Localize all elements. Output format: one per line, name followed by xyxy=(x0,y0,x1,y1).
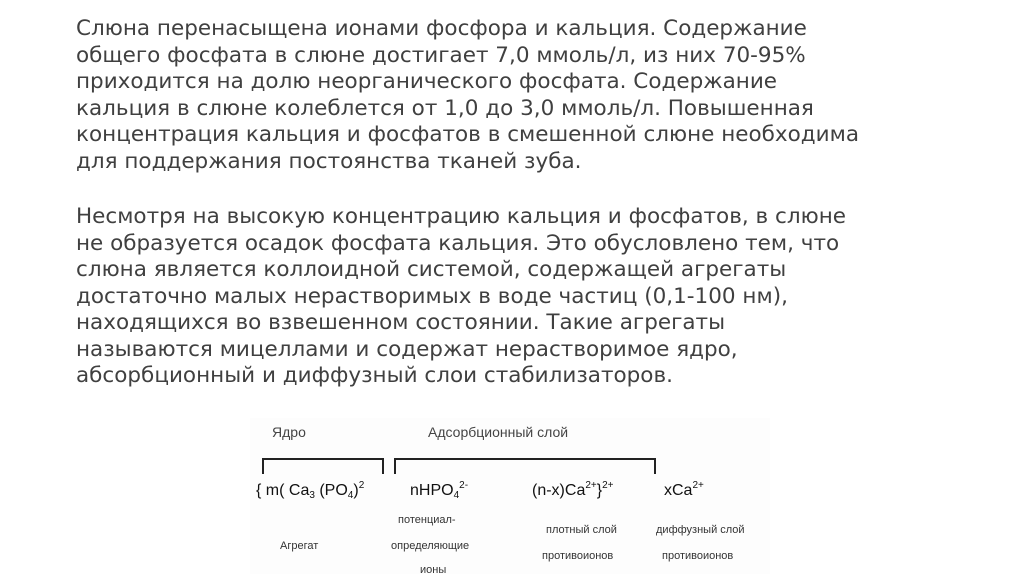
text-line: концентрация кальция и фосфатов в смешенной слюне необходима xyxy=(76,122,860,147)
text-line: называются мицеллами и содержат нерастворимое ядро, xyxy=(76,336,738,362)
aggregate-caption: Агрегат xyxy=(280,540,319,552)
potential-ions-caption-3: ионы xyxy=(420,564,447,574)
core-bracket xyxy=(262,458,384,474)
paragraph-micelles xyxy=(76,204,976,390)
adsorption-layer-bracket xyxy=(394,458,656,474)
potential-ions-formula: nHPO$_4^{2-}$ xyxy=(410,480,469,501)
text-line: достаточно малых нерастворимых в воде частиц (0,1-100 нм), xyxy=(76,283,788,309)
dense-counterions-formula: $(n-x)Ca^{2+}\}^{2+}$ xyxy=(532,480,614,499)
aggregate-formula: { m( $Ca_3$ $(PO_4)^2$ xyxy=(256,480,365,501)
text-line: находящихся во взвешенном состоянии. Такие агрегаты xyxy=(76,310,726,335)
core-heading: Ядро xyxy=(272,424,306,440)
diffuse-layer-caption-1: диффузный слой xyxy=(656,524,745,536)
text-line: кальция в слюне колеблется от 1,0 до 3,0 ммоль/л. Повышенная xyxy=(76,95,814,121)
text-line: не образуется осадок фосфата кальция. Это обусловлено тем, что xyxy=(76,230,840,256)
text-line: слюна является коллоидной системой, содержащей агрегаты xyxy=(76,257,787,282)
dense-layer-caption-2: противоионов xyxy=(542,550,614,562)
text-line: приходится на долю неорганического фосфата. Содержание xyxy=(76,69,778,94)
dense-layer-caption-1: плотный слой xyxy=(546,524,617,536)
diffuse-counterions-formula: xCa$^{2+}$ xyxy=(664,480,704,499)
text-line: Слюна перенасыщена ионами фосфора и кальция. Содержание xyxy=(76,16,807,41)
text-line: Несмотря на высокую концентрацию кальция и фосфатов, в слюне xyxy=(76,204,847,229)
adsorption-layer-heading: Адсорбционный слой xyxy=(428,424,569,440)
potential-ions-caption-1: потенциал- xyxy=(398,514,456,526)
paragraph-saliva-phosphate xyxy=(76,16,976,175)
text-line: абсорбционный и диффузный слои стабилизаторов. xyxy=(76,363,673,388)
potential-ions-caption-2: определяющие xyxy=(391,540,470,552)
micelle-structure-diagram xyxy=(250,418,770,574)
text-line: общего фосфата в слюне достигает 7,0 ммоль/л, из них 70-95% xyxy=(76,42,806,68)
diffuse-layer-caption-2: противоионов xyxy=(662,550,734,562)
text-line: для поддержания постоянства тканей зуба. xyxy=(76,148,582,174)
